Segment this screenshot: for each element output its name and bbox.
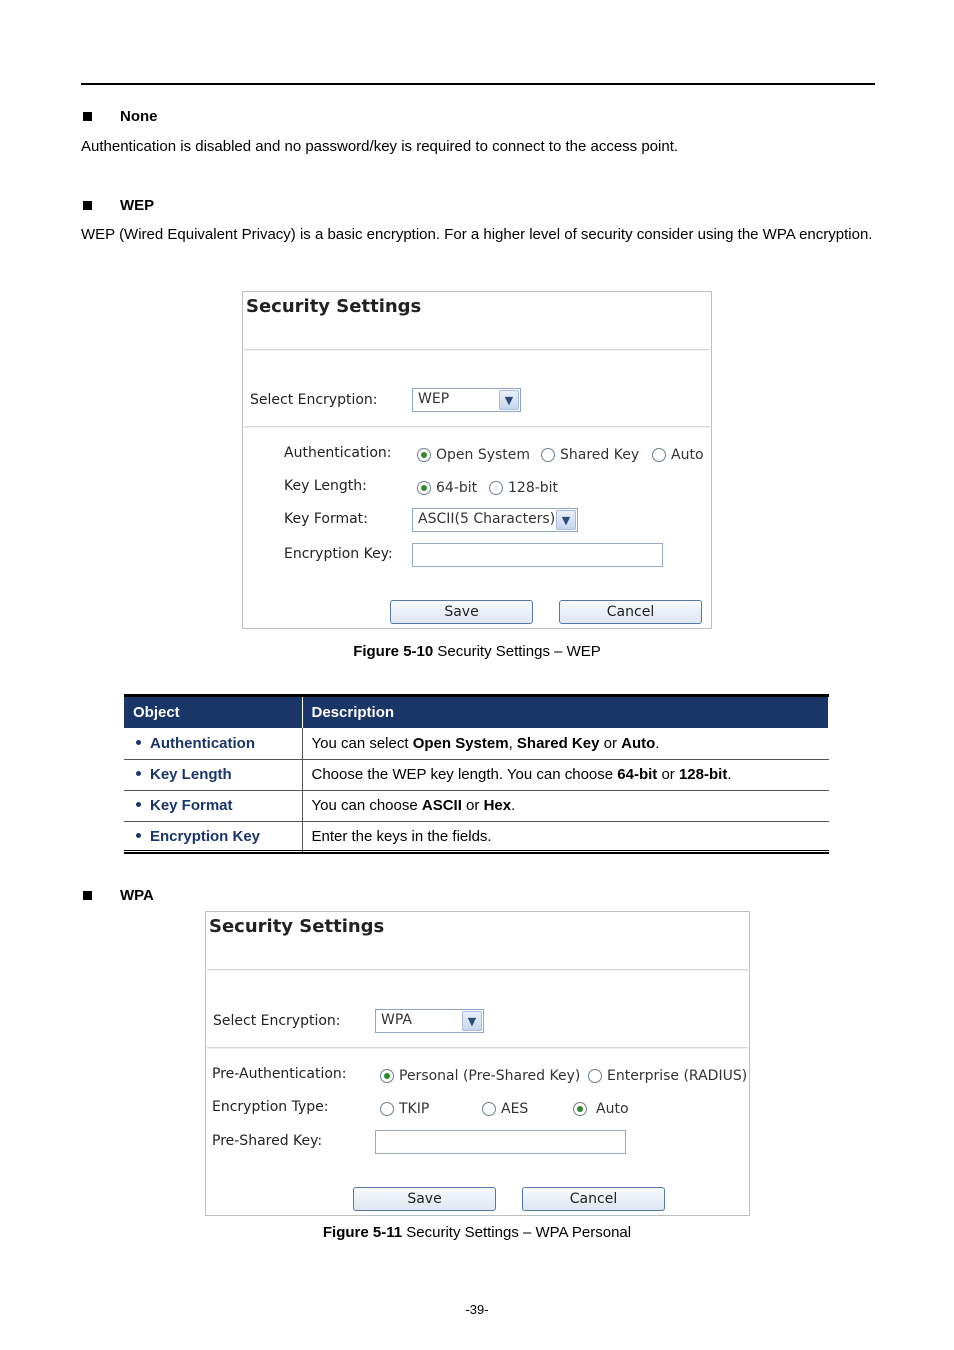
select-encryption-label: Select Encryption: (250, 392, 378, 408)
radio-label: Personal (Pre-Shared Key) (399, 1068, 581, 1084)
radio-auto[interactable] (652, 447, 704, 463)
description-text: You can choose (311, 797, 422, 814)
radio-label: 128-bit (508, 480, 559, 496)
radio-personal[interactable] (380, 1068, 580, 1084)
pre-authentication-label: Pre-Authentication: (212, 1066, 347, 1082)
selected-value: ASCII(5 Characters) (418, 511, 556, 527)
select-encryption-label: Select Encryption: (213, 1013, 341, 1029)
radio-enterprise[interactable] (588, 1068, 747, 1084)
radio-unselected-icon (489, 481, 503, 495)
section-heading-wpa (83, 887, 154, 904)
key-format-label: Key Format: (284, 511, 368, 527)
selected-value: WEP (418, 391, 450, 407)
radio-label: Open System (436, 447, 531, 463)
table-row (124, 728, 829, 759)
description-text: or (461, 797, 484, 814)
radio-unselected-icon (380, 1102, 394, 1116)
description-text: . (511, 797, 516, 814)
bullet-dot-icon (136, 833, 141, 838)
save-button[interactable]: Save (390, 600, 533, 624)
heading-text: WEP (120, 197, 155, 214)
encryption-key-input[interactable] (412, 543, 663, 567)
square-bullet-icon (83, 201, 92, 210)
figure-caption-wep (0, 643, 954, 660)
column-header-description: Description (302, 697, 829, 728)
table-row (124, 790, 829, 821)
column-header-object: Object (124, 697, 302, 728)
pre-shared-key-input[interactable] (375, 1130, 626, 1154)
figure-text: Security Settings – WPA Personal (402, 1224, 632, 1241)
wpa-security-settings-panel (205, 911, 750, 1216)
radio-unselected-icon (482, 1102, 496, 1116)
description-text: , (508, 734, 517, 752)
header-rule (81, 83, 875, 85)
description-cell (302, 759, 829, 790)
radio-label: Shared Key (560, 447, 640, 463)
description-emphasis: 128-bit (678, 766, 728, 783)
radio-unselected-icon (652, 448, 666, 462)
chevron-down-icon: ▼ (499, 390, 519, 410)
description-cell (302, 728, 829, 759)
figure-caption-wpa (0, 1224, 954, 1241)
select-encryption-dropdown[interactable] (412, 388, 521, 412)
parameter-table (124, 697, 829, 853)
radio-label: Auto (671, 447, 704, 463)
radio-encryption-auto[interactable] (573, 1101, 629, 1117)
panel-title: Security Settings (246, 296, 422, 317)
section-heading-none (83, 108, 158, 125)
object-name: Key Length (150, 766, 232, 783)
page-number: -39- (465, 1302, 489, 1317)
radio-selected-icon (417, 481, 431, 495)
figure-number: Figure 5-11 (322, 1224, 403, 1241)
selected-value: WPA (381, 1012, 412, 1028)
cancel-button[interactable]: Cancel (522, 1187, 665, 1211)
divider (207, 969, 748, 971)
bullet-dot-icon (136, 740, 141, 745)
radio-64-bit[interactable] (417, 480, 477, 496)
key-length-label: Key Length: (284, 478, 367, 494)
description-text: or (657, 766, 679, 783)
description-cell (302, 790, 829, 821)
description-text: . (655, 734, 660, 752)
radio-label: TKIP (399, 1101, 430, 1117)
chevron-down-icon: ▼ (462, 1011, 482, 1031)
radio-unselected-icon (541, 448, 555, 462)
radio-open-system[interactable] (417, 447, 530, 463)
object-name: Encryption Key (150, 828, 261, 845)
table-row (124, 759, 829, 790)
chevron-down-icon: ▼ (556, 510, 576, 530)
radio-selected-icon (380, 1069, 394, 1083)
table-row (124, 821, 829, 852)
radio-label: AES (501, 1101, 529, 1117)
radio-unselected-icon (588, 1069, 602, 1083)
description-text: You can select (311, 734, 413, 752)
description-text: Choose the WEP key length. You can choose (311, 766, 618, 783)
description-emphasis: Hex (483, 797, 512, 814)
divider (244, 349, 710, 351)
radio-tkip[interactable] (380, 1101, 429, 1117)
radio-label: Enterprise (RADIUS) (607, 1068, 748, 1084)
authentication-label: Authentication: (284, 445, 392, 461)
panel-title: Security Settings (209, 916, 385, 937)
description-emphasis: 64-bit (617, 766, 658, 783)
section-heading-wep (83, 197, 154, 214)
radio-aes[interactable] (482, 1101, 528, 1117)
description-cell (302, 821, 829, 852)
radio-128-bit[interactable] (489, 480, 558, 496)
wep-security-settings-panel (242, 291, 712, 629)
description-emphasis: Shared Key (516, 734, 600, 752)
select-encryption-dropdown[interactable] (375, 1009, 484, 1033)
object-name: Key Format (150, 797, 233, 814)
description-text: Enter the keys in the fields. (311, 828, 492, 845)
description-emphasis: ASCII (421, 797, 462, 814)
pre-shared-key-label: Pre-Shared Key: (212, 1133, 323, 1149)
radio-label: 64-bit (436, 480, 478, 496)
divider (207, 1047, 748, 1049)
object-cell (124, 821, 302, 852)
figure-number: Figure 5-10 (353, 643, 434, 660)
divider (244, 426, 710, 428)
object-cell (124, 790, 302, 821)
description-text: . (727, 766, 732, 783)
heading-text: WPA (120, 887, 154, 904)
radio-label: Auto (596, 1101, 629, 1117)
wep-description: WEP (Wired Equivalent Privacy) is a basic encryption. For a higher level of security consider using the WPA encryption. (81, 226, 873, 243)
table-header-row (124, 697, 829, 728)
radio-shared-key[interactable] (541, 447, 639, 463)
square-bullet-icon (83, 891, 92, 900)
square-bullet-icon (83, 112, 92, 121)
radio-selected-icon (417, 448, 431, 462)
figure-text: Security Settings – WEP (433, 643, 601, 660)
save-button[interactable]: Save (353, 1187, 496, 1211)
object-name: Authentication (150, 734, 255, 752)
table-bottom-rule (124, 850, 829, 854)
object-cell (124, 759, 302, 790)
key-format-dropdown[interactable] (412, 508, 578, 532)
cancel-button[interactable]: Cancel (559, 600, 702, 624)
description-text: or (599, 734, 622, 752)
none-description: Authentication is disabled and no password/key is required to connect to the access point. (81, 138, 679, 155)
heading-text: None (120, 108, 158, 125)
description-emphasis: Auto (621, 734, 656, 752)
encryption-key-label: Encryption Key: (284, 546, 393, 562)
description-emphasis: Open System (412, 734, 509, 752)
radio-selected-icon (573, 1102, 587, 1116)
object-cell (124, 728, 302, 759)
encryption-type-label: Encryption Type: (212, 1099, 329, 1115)
bullet-dot-icon (136, 802, 141, 807)
bullet-dot-icon (136, 771, 141, 776)
